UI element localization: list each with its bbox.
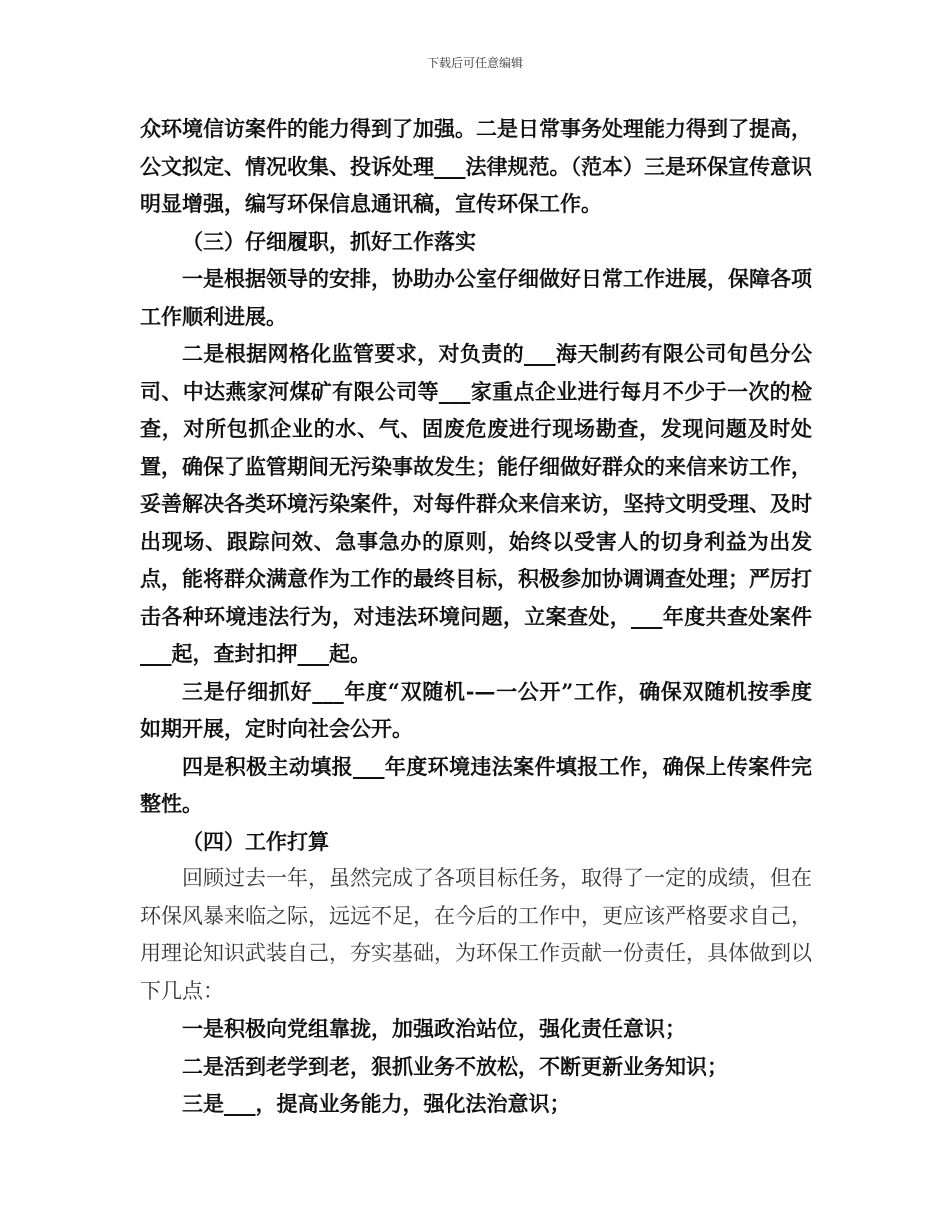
page-header: 下载后可任意编辑 xyxy=(426,56,523,70)
paragraph-item-1: 一是根据领导的安排，协助办公室仔细做好日常工作进展，保障各项工作顺利进展。 xyxy=(140,266,812,329)
paragraph-item-4: 四是积极主动填报___年度环境违法案件填报工作，确保上传案件完整性。 xyxy=(140,753,812,816)
plan-item-3: 三是___，提高业务能力，强化法治意识； xyxy=(182,1091,571,1116)
section-heading-3: （三）仔细履职，抓好工作落实 xyxy=(182,228,476,254)
document-body xyxy=(140,110,812,1123)
paragraph-item-3: 三是仔细抓好___年度“双随机-—一公开”工作，确保双随机按季度如期开展，定时向社会公开。 xyxy=(140,678,812,741)
plan-item-1: 一是积极向党组靠拢，加强政治站位，强化责任意识； xyxy=(182,1016,686,1041)
plan-item-2: 二是活到老学到老，狠抓业务不放松，不断更新业务知识； xyxy=(182,1053,728,1079)
paragraph-continuation: 众环境信访案件的能力得到了加强。二是日常事务处理能力得到了提高，公文拟定、情况收集、投诉处理___法律规范。（范本）三是环保宣传意识明显增强，编写环保信息通讯稿，宣传环保工作。 xyxy=(140,116,812,216)
paragraph-review: 回顾过去一年，虽然完成了各项目标任务，取得了一定的成绩，但在环保风暴来临之际，远远不足，在今后的工作中，更应该严格要求自己，用理论知识武装自己，夯实基础，为环保工作贡献一份责任，具体做到以下几点： xyxy=(140,866,812,1003)
section-heading-4: （四）工作打算 xyxy=(182,828,329,854)
paragraph-item-2: 二是根据网格化监管要求，对负责的___海天制药有限公司旬邑分公司、中达燕家河煤矿有限公司等___家重点企业进行每月不少于一次的检查，对所包抓企业的水、气、固废危废进行现场勘查，发现问题及时处置，确保了监管期间无污染事故发生；能仔细做好群众的来信来访工作，妥善解决各类环境污染案件，对每件群众来信来访，坚持文明受理、及时出现场、跟踪问效、急事急办的原则，始终以受害人的切身利益为出发点，能将群众满意作为工作的最终目标，积极参加协调调查处理；严厉打击各种环境违法行为，对违法环境问题，立案查处，___年度共查处案件___起，查封扣押___起。 xyxy=(140,341,812,666)
